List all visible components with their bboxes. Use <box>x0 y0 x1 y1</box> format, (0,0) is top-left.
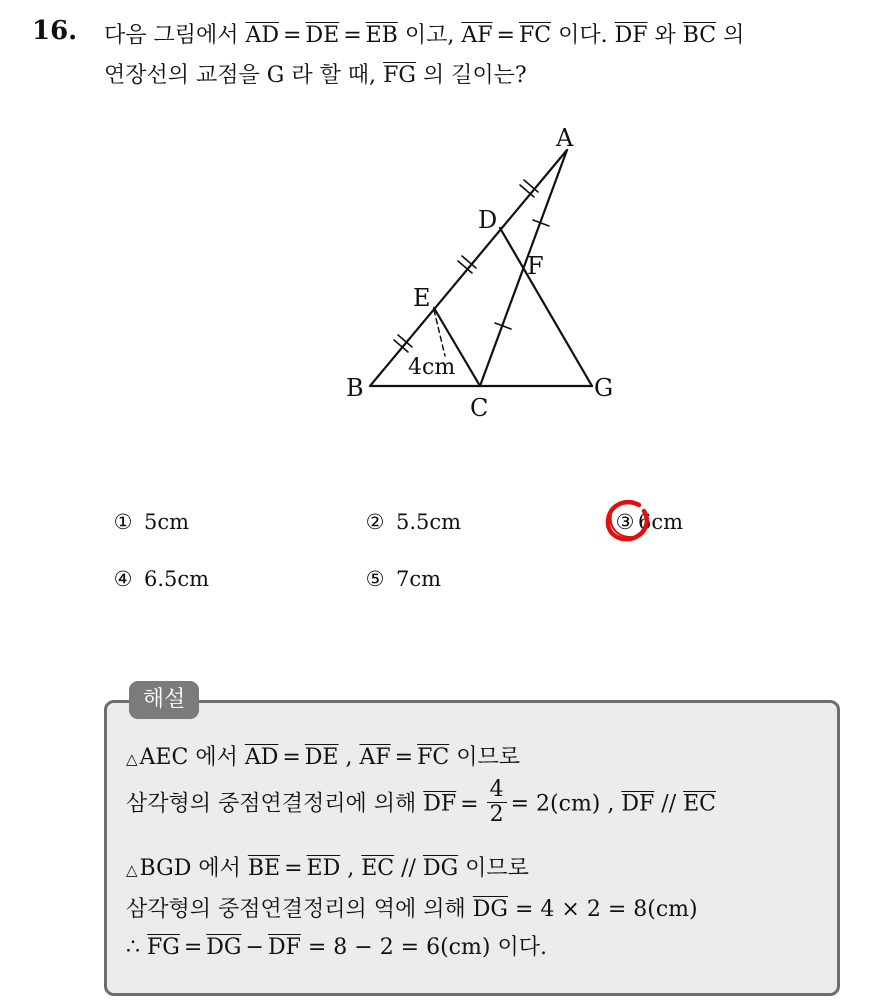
q-text: 이고, <box>404 23 455 48</box>
segment-ad: $\overline{AD}$ <box>244 745 279 770</box>
segment-af: $\overline{AF}$ <box>461 23 493 48</box>
choice-4[interactable] <box>112 567 209 591</box>
solution-line-5 <box>126 930 547 961</box>
triangle-figure <box>330 118 650 428</box>
sol-text: 이므로 <box>456 745 520 770</box>
label-f: F <box>527 252 544 280</box>
fraction-denominator: 2 <box>489 802 504 828</box>
q-text: 의 길이는? <box>422 63 527 88</box>
segment-fg: $\overline{FG}$ <box>383 63 416 88</box>
label-c: C <box>470 394 489 422</box>
segment-df: $\overline{DF}$ <box>614 23 648 48</box>
segment-dg: $\overline{DG}$ <box>472 897 508 922</box>
equals-sign: = <box>284 856 303 881</box>
sol-text: = 2(cm) , <box>510 791 615 817</box>
choice-text: 5cm <box>144 510 190 534</box>
sol-text: AEC 에서 <box>139 745 238 770</box>
equals-sign: = <box>496 23 515 48</box>
choice-marker: ④ <box>113 567 133 591</box>
equals-sign: = <box>282 745 301 770</box>
label-d: D <box>478 206 498 234</box>
segment-ec: $\overline{EC}$ <box>361 856 395 881</box>
label-g: G <box>594 374 614 402</box>
choice-marker: ① <box>113 510 133 534</box>
segment-de: $\overline{DE}$ <box>305 23 340 48</box>
choice-5[interactable] <box>364 567 441 591</box>
q-text: 이다. <box>558 23 608 48</box>
comma: , <box>347 856 355 881</box>
sol-text: 삼각형의 중점연결정리에 의해 <box>126 791 417 817</box>
choice-marker: ② <box>365 510 385 534</box>
segment-be: $\overline{BE}$ <box>247 856 281 881</box>
segment-ed: $\overline{ED}$ <box>306 856 341 881</box>
question-text-line-2 <box>104 58 527 89</box>
q-text: 의 <box>723 23 745 48</box>
solution-line-4 <box>126 892 698 923</box>
segment-dg-line <box>500 228 592 386</box>
sol-text: = 4 × 2 = 8(cm) <box>514 897 698 922</box>
length-label: 4cm <box>408 355 456 380</box>
segment-fg: $\overline{FG}$ <box>147 935 180 960</box>
segment-eb: $\overline{EB}$ <box>365 23 398 48</box>
minus-sign: − <box>245 935 264 960</box>
label-e: E <box>413 284 431 312</box>
equals-sign: = <box>343 23 362 48</box>
solution-tag: 해설 <box>129 681 199 719</box>
segment-dg: $\overline{DG}$ <box>422 856 459 881</box>
segment-dg: $\overline{DG}$ <box>206 935 242 960</box>
sol-text: BGD 에서 <box>139 856 241 881</box>
therefore-symbol: ∴ <box>126 935 140 960</box>
segment-df: $\overline{DF}$ <box>423 791 457 817</box>
q-text: 와 <box>654 23 676 48</box>
question-text-line-1 <box>104 18 744 49</box>
choice-marker: ③ <box>615 510 635 534</box>
segment-fc: $\overline{FC}$ <box>417 745 450 770</box>
solution-line-2 <box>126 777 717 829</box>
q-text: 다음 그림에서 <box>104 23 239 48</box>
solution-line-1 <box>126 740 520 771</box>
parallel-symbol: // <box>661 791 677 817</box>
sol-text: 이므로 <box>465 856 529 881</box>
choice-text: 6.5cm <box>144 567 210 591</box>
choice-marker: ⑤ <box>365 567 385 591</box>
segment-af: $\overline{AF}$ <box>359 745 391 770</box>
solution-line-3 <box>126 851 529 882</box>
choice-1[interactable] <box>112 510 189 534</box>
label-b: B <box>346 374 364 402</box>
choice-text: 7cm <box>396 567 442 591</box>
equals-sign: = <box>394 745 414 770</box>
equals-sign: = <box>283 23 302 48</box>
triangle-symbol: △ <box>126 750 138 768</box>
choice-text: 6cm <box>638 510 684 534</box>
equals-sign: = <box>183 935 203 960</box>
parallel-symbol: // <box>401 856 416 881</box>
triangle-symbol: △ <box>126 861 138 879</box>
sol-text: = 8 − 2 = 6(cm) 이다. <box>307 935 547 960</box>
segment-df: $\overline{DF}$ <box>267 935 301 960</box>
fraction-numerator: 4 <box>487 778 507 803</box>
segment-de: $\overline{DE}$ <box>304 745 339 770</box>
segment-fc: $\overline{FC}$ <box>518 23 552 48</box>
choice-2[interactable] <box>364 510 461 534</box>
choice-text: 5.5cm <box>396 510 462 534</box>
fraction <box>487 778 507 827</box>
question-number: 16. <box>32 16 78 46</box>
equals-sign: = <box>460 791 479 817</box>
answer-mark-icon <box>603 499 655 545</box>
comma: , <box>345 745 353 770</box>
label-a: A <box>556 124 574 152</box>
sol-text: 삼각형의 중점연결정리의 역에 의해 <box>126 897 466 922</box>
segment-ec: $\overline{EC}$ <box>683 791 717 817</box>
segment-df: $\overline{DF}$ <box>621 791 655 817</box>
segment-bc: $\overline{BC}$ <box>682 23 717 48</box>
q-text: 연장선의 교점을 G 라 할 때, <box>104 63 377 88</box>
segment-ad: $\overline{AD}$ <box>245 23 280 48</box>
